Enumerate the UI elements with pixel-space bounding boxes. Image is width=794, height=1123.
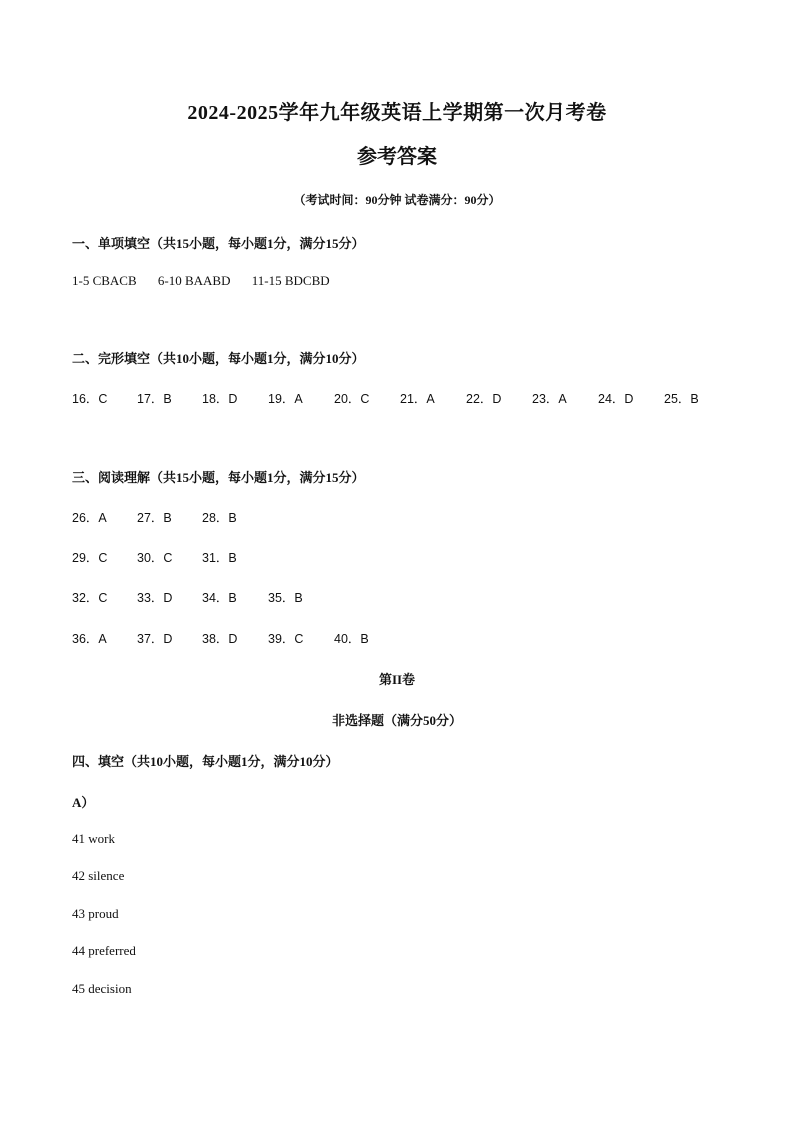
section-1-answers <box>72 273 348 289</box>
answer-item: 16．C <box>72 392 108 406</box>
answer-item: 32．C <box>72 591 108 605</box>
answer-item: 24．D <box>598 392 634 406</box>
answer-item: 36．A <box>72 632 107 646</box>
fill-answer: 44 preferred <box>72 943 136 958</box>
document-title: 2024-2025学年九年级英语上学期第一次月考卷 <box>187 102 607 124</box>
answer-item: 31．B <box>202 551 237 565</box>
section-1-heading: 一、单项填空（共15小题，每小题1分，满分15分） <box>72 236 365 251</box>
answer-item: 23．A <box>532 392 567 406</box>
section-4-heading: 四、填空（共10小题，每小题1分，满分10分） <box>72 754 339 769</box>
volume-2-heading: 第II卷 <box>378 672 416 687</box>
answer-item: 29．C <box>72 551 108 565</box>
section-2-heading: 二、完形填空（共10小题，每小题1分，满分10分） <box>72 351 365 366</box>
answer-item: 40．B <box>334 632 369 646</box>
answer-item: 38．D <box>202 632 238 646</box>
fill-answer: 42 silence <box>72 868 125 883</box>
answer-item: 34．B <box>202 591 237 605</box>
answer-item: 30．C <box>137 551 173 565</box>
exam-info: （考试时间：90分钟 试卷满分：90分） <box>293 193 501 207</box>
answer-item: 18．D <box>202 392 238 406</box>
answer-item: 39．C <box>268 632 304 646</box>
fill-answer: 41 work <box>72 831 115 846</box>
fill-answer: 45 decision <box>72 981 132 996</box>
answer-item: 37．D <box>137 632 173 646</box>
answer-group: 11-15 BDCBD <box>251 273 330 288</box>
document-subtitle: 参考答案 <box>357 146 437 168</box>
answer-group: 1-5 CBACB <box>72 273 137 288</box>
volume-2-subheading: 非选择题（满分50分） <box>331 713 462 728</box>
answer-item: 21．A <box>400 392 435 406</box>
answer-item: 33．D <box>137 591 173 605</box>
answer-group: 6-10 BAABD <box>157 273 231 288</box>
fill-answer: 43 proud <box>72 906 119 921</box>
answer-item: 25．B <box>664 392 699 406</box>
answer-item: 35．B <box>268 591 303 605</box>
answer-item: 17．B <box>137 392 172 406</box>
answer-item: 27．B <box>137 511 172 525</box>
part-a-label: A） <box>72 795 95 810</box>
answer-item: 20．C <box>334 392 370 406</box>
section-3-heading: 三、阅读理解（共15小题，每小题1分，满分15分） <box>72 470 365 485</box>
answer-item: 22．D <box>466 392 502 406</box>
answer-item: 26．A <box>72 511 107 525</box>
answer-item: 19．A <box>268 392 303 406</box>
answer-item: 28．B <box>202 511 237 525</box>
